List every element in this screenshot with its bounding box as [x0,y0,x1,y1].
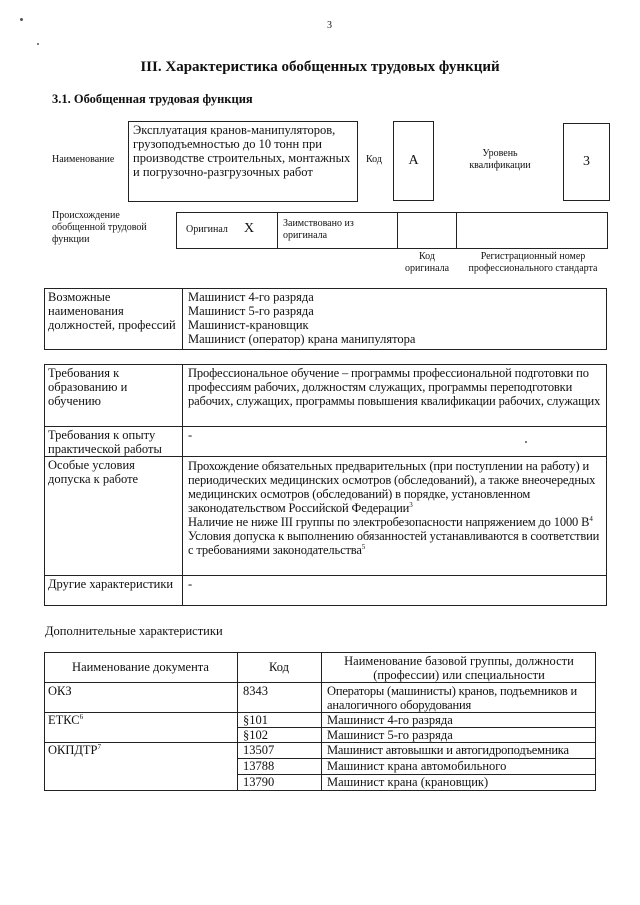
etks-doc-label: ЕТКС [48,713,80,727]
origin-label: Происхождение обобщенной трудовой функции [52,210,147,245]
original-mark: X [244,221,255,236]
subsection-title: 3.1. Обобщенная трудовая функция [52,92,253,106]
header-doc: Наименование документа [72,660,209,674]
etks-doc [46,713,85,727]
footnote-ref: 5 [361,542,366,551]
original-label: Оригинал [186,224,228,235]
reg-number-caption: Регистрационный номер профессионального стандарта [468,251,598,274]
other-label: Другие характеристики [48,577,174,591]
okpdtr-code: 13790 [243,775,275,789]
level-label: Уровень квалификации [469,148,531,171]
position-item: Машинист-крановщик [188,318,309,332]
footnote-ref: 6 [79,712,84,721]
function-name-value: Эксплуатация кранов-манипуляторов, грузоподъемностью до 10 тонн при производстве строительных, монтажных и погрузочно-разгрузочных работ [133,123,351,179]
okpdtr-name: Машинист крана автомобильного [327,759,507,773]
etks-code: §101 [243,713,268,727]
code-box [393,121,434,201]
okz-doc: ОКЗ [48,684,72,698]
footnote-ref: 3 [409,500,413,509]
positions-label: Возможные наименования должностей, профессий [48,290,176,332]
education-value: Профессиональное обучение – программы профессиональной подготовки по профессиям рабочих, должностям служащих, программы переподготовки рабочих, служащих, программы повышения квалификации рабочих, служащих [188,366,601,408]
code-original-caption: Код оригинала [404,251,450,274]
level-box [563,123,610,201]
conditions-text: Наличие не ниже III группы по электробезопасности напряжением до 1000 В [188,515,590,529]
okpdtr-code: 13788 [243,759,275,773]
code-value: А [408,153,419,168]
scan-speck [37,43,39,45]
section-title: III. Характеристика обобщенных трудовых функций [140,59,500,75]
etks-name: Машинист 5-го разряда [327,728,453,742]
okpdtr-doc [46,743,103,757]
header-name: Наименование базовой группы, должности (профессии) или специальности [344,654,574,682]
code-label: Код [366,154,382,165]
okpdtr-name: Машинист крана (крановщик) [327,775,489,789]
scan-speck [20,18,23,21]
footnote-ref: 4 [589,514,593,523]
position-item: Машинист (оператор) крана манипулятора [188,332,416,346]
conditions-label: Особые условия допуска к работе [48,458,139,486]
education-label: Требования к образованию и обучению [48,366,128,408]
okpdtr-name: Машинист автовышки и автогидроподъемника [327,743,569,757]
additional-title: Дополнительные характеристики [45,624,223,638]
etks-name: Машинист 4-го разряда [327,713,453,727]
name-label: Наименование [52,154,115,165]
conditions-text: Прохождение обязательных предварительных (при поступлении на работу) и периодических медицинских осмотров (обследований), а также внеочередных медицинских осмотров (обследований) в порядке, установленном законодательством Российской Федерации [188,459,596,515]
header-code: Код [269,660,289,674]
other-value: - [188,577,193,591]
conditions-text: Условия допуска к выполнению обязанностей устанавливаются в соответствии с требованиями законодательства [188,529,600,557]
okpdtr-doc-label: ОКПДТР [48,743,98,757]
position-item: Машинист 4-го разряда [188,290,314,304]
experience-value: - [188,428,193,442]
position-item: Машинист 5-го разряда [188,304,314,318]
page-number: 3 [327,20,332,31]
function-name-box [128,121,358,202]
conditions-paragraph [188,459,602,515]
borrowed-label: Заимствовано из оригинала [283,218,354,241]
okz-code: 8343 [243,684,268,698]
level-value: 3 [583,154,590,169]
experience-label: Требования к опыту практической работы [48,428,162,456]
conditions-paragraph [188,529,602,557]
okpdtr-code: 13507 [243,743,275,757]
okz-name: Операторы (машинисты) кранов, подъемников и аналогичного оборудования [327,684,577,712]
footnote-ref: 7 [97,742,102,751]
conditions-paragraph [188,515,602,529]
positions-list [188,290,603,346]
etks-code: §102 [243,728,268,742]
conditions-value [186,459,604,557]
